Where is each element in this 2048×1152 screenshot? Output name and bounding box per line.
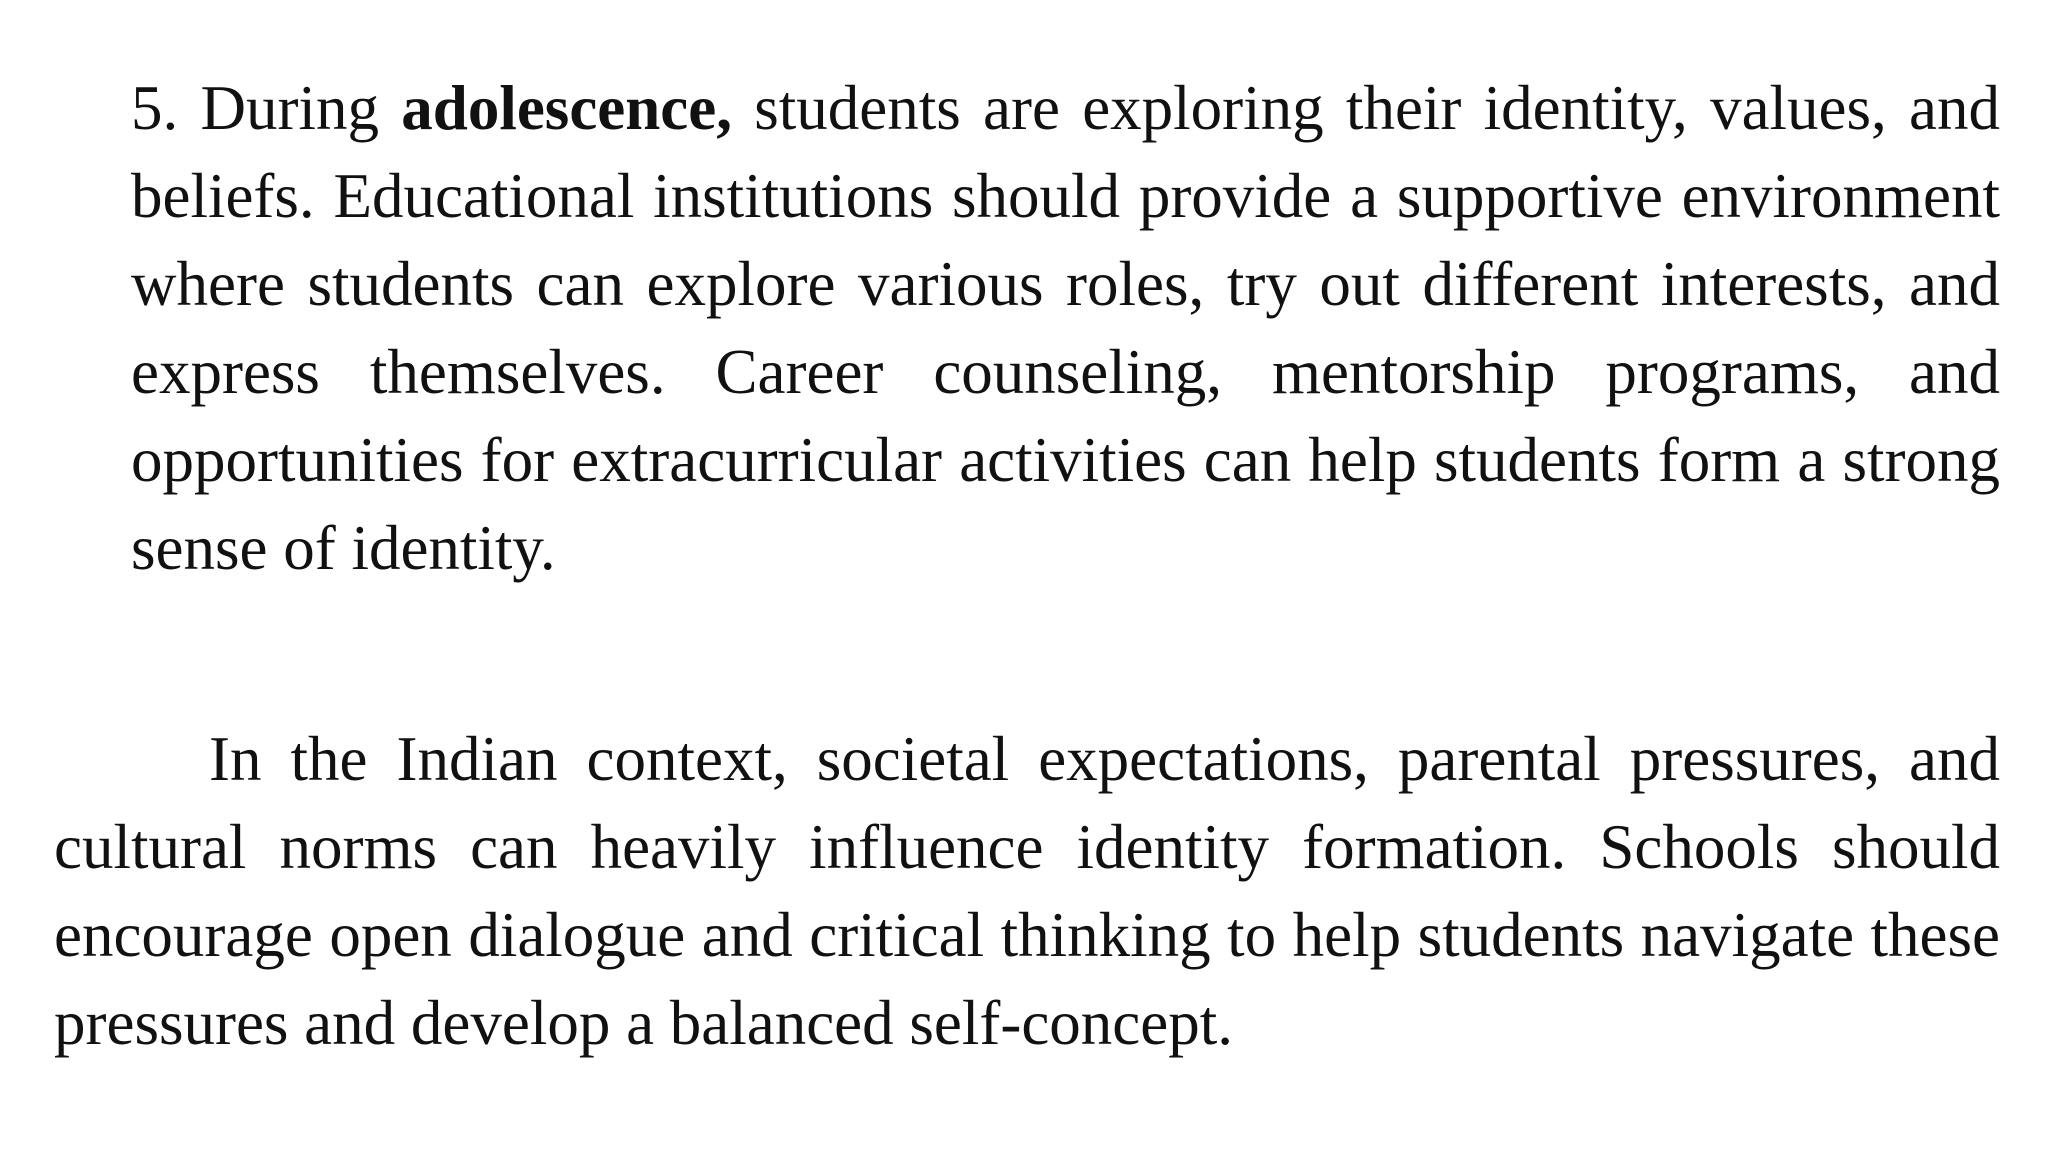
bold-term-adolescence: adolescence, [401,73,732,143]
list-item-adolescence [131,64,2000,592]
list-item-body: students are exploring their identity, values, and beliefs. Educational institutions should provide a supportive environment where students can explore various roles, try out different interests, and express themselves. Career counseling, mentorship programs, and opportunities for extracurricular activities can help students form a strong sense of identity. [131,73,2001,583]
list-item-lead: 5. During [131,73,380,143]
paragraph-indian-context: In the Indian context, societal expectations, parental pressures, and cultural norms can heavily influence identity formation. Schools should encourage open dialogue and critical thinking to help students navigate these pressures and develop a balanced self-concept. [54,724,2000,1058]
